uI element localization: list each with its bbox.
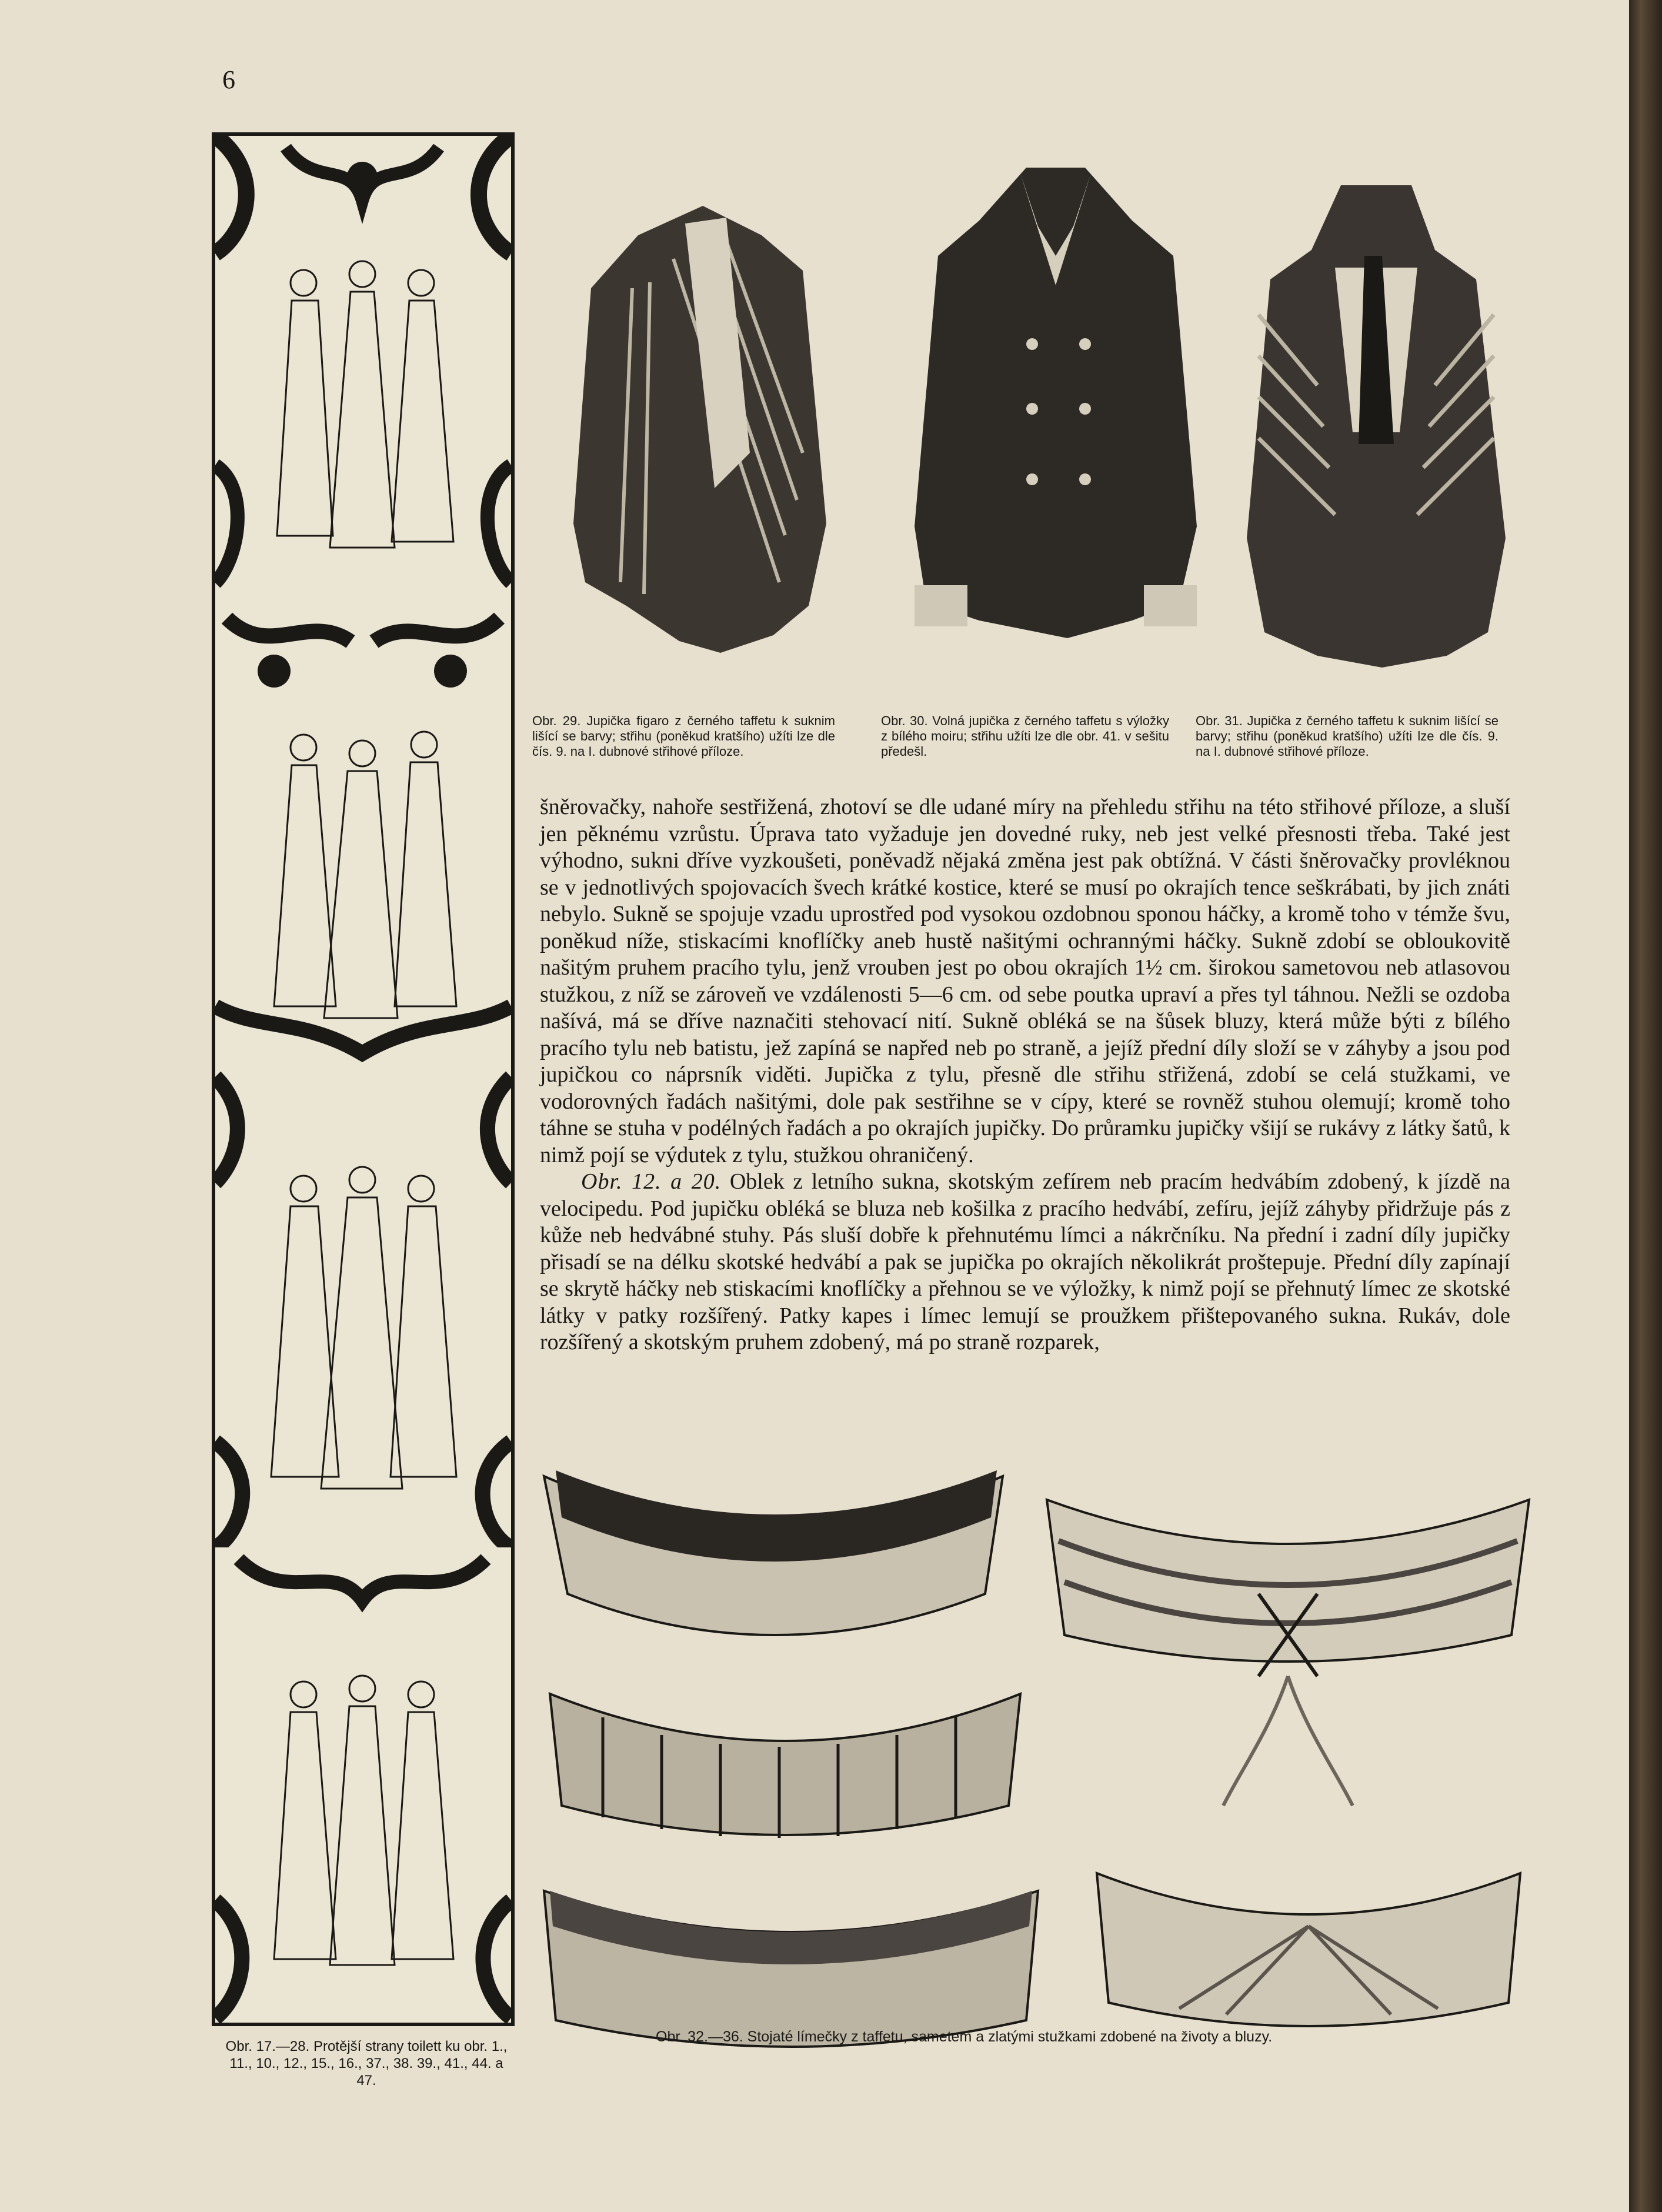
decorative-fashion-column — [212, 132, 515, 2026]
collar-figure-33 — [1035, 1476, 1541, 1823]
fashion-panel-3 — [215, 1065, 511, 1547]
collar-36-illustration — [1085, 1856, 1532, 2032]
fashion-panel-4 — [215, 1547, 511, 2023]
fashion-panel-1 — [215, 136, 511, 606]
three-women-illustration-3 — [215, 1065, 511, 1547]
fashion-panel-2 — [215, 606, 511, 1065]
collar-34-illustration — [538, 1670, 1032, 1841]
collar-figure-35 — [532, 1873, 1050, 2050]
caption-fig30: Obr. 30. Volná jupička z černého taffetu s výložky z bílého moiru; střihu užíti lze dle obr. 41. v sešitu předešl. — [881, 713, 1169, 759]
collar-32-illustration — [532, 1453, 1014, 1647]
three-women-illustration-4 — [215, 1547, 511, 2023]
page-number: 6 — [222, 65, 235, 94]
jacket-figure-31 — [1223, 162, 1529, 685]
paragraph-2-text: Oblek z letního sukna, skotským zefírem neb pracím hedvábím zdobený, k jízdě na velocipedu. Pod jupičku obléká se bluza neb košilka z pracího hedvábí, zefíru, jejíž záhyby přidržuje pás z kůže neb hedvábné stuhy. Pás sluší dobře k přehnutému límci a nákrčníku. Na přední i zadní díly jupičky přisadí se na délku skotské hedvábí a pak se jupička po okrajích několikrát proštepuje. Přední díly zapínají se skrytě háčky neb stiskacími knoflíčky a přehnou se ve výložky, k nimž pojí se přehnutý límec ze skotské látky v patky rozšířený. Patky kapes i límec lemují se proužkem přištepovaného sukna. Rukáv, dole rozšířený a skotským pruhem zdobený, má po straně rozparek, — [540, 1169, 1510, 1354]
caption-fig17-28: Obr. 17.—28. Protější strany toilett ku obr. 1., 11., 10., 12., 15., 16., 37., 38. 39., 41., 44. a 47. — [225, 2038, 508, 2088]
jacket-31-illustration — [1223, 162, 1529, 685]
three-women-illustration-1 — [215, 136, 511, 606]
jacket-29-illustration — [550, 171, 862, 688]
jacket-figure-29 — [550, 171, 862, 688]
collar-35-illustration — [532, 1873, 1050, 2050]
collar-33-illustration — [1035, 1476, 1541, 1823]
caption-fig29: Obr. 29. Jupička figaro z černého taffetu k suknim lišící se barvy; střihu (poněkud kratšího) užíti lze dle čís. 9. na I. dubnové střihové příloze. — [532, 713, 835, 759]
collar-figure-32 — [532, 1453, 1014, 1647]
caption-fig32-36: Obr. 32.—36. Stojaté límečky z taffetu, sametem a zlatými stužkami zdobené na životy a bluzy. — [656, 2028, 1273, 2045]
three-women-illustration-2 — [215, 606, 511, 1065]
jacket-30-illustration — [891, 150, 1220, 668]
book-spine-edge — [1629, 0, 1662, 2212]
article-body — [540, 794, 1510, 1356]
collar-figure-34 — [538, 1670, 1032, 1841]
paragraph-1: šněrovačky, nahoře sestřižená, zhotoví se dle udané míry na přehledu střihu na této střihové příloze, a sluší jen pěknému vzrůstu. Úprava tato vyžaduje jen dovedné ruky, neb jest velké přesnosti třeba. Také jest výhodno, sukni dříve vyzkoušeti, poněvadž nějaká změna jest pak obtížná. V části šněrovačky provléknou se v jednotlivých spojovacích švech krátké kostice, které se musí po okrajích tence seškrábati, by jich znáti nebylo. Sukně se spojuje vzadu uprostřed pod vysokou ozdobnou sponou háčky, a kromě toho v témže švu, poněkud níže, stiskacími knoflíčky aneb hustě našitými ochrannými háčky. Sukně zdobí se obloukovitě našitým pruhem pracího tylu, jenž vrouben jest po obou okrajích 1½ cm. širokou sametovou neb atlasovou stužkou, z níž se zároveň ve vzdálenosti 5—6 cm. od sebe poutka upraví a přes tyl táhnou. Nežli se ozdoba našívá, má se dříve naznačiti stehovací nití. Sukně obléká se na šůsek bluzy, která může býti z bílého pracího tylu neb batistu, jež zapíná se napřed neb po straně, a jejíž přední díly složí se v záhyby a jsou pod jupičkou co náprsník viděti. Jupička z tylu, přesně dle střihu střižená, zdobí se celá stužkami, ve vodorovných řadách našitými, dole pak sestřihne se v cípy, které se rovněž stuhou olemují; kromě toho táhne se stuha v podélných řadách a po okrajích jupičky. Do průramku jupičky všijí se rukávy z látky šatů, k nimž pojí se výdutek z tylu, stužkou ohraničený. — [540, 795, 1510, 1167]
jacket-figure-30 — [891, 150, 1220, 668]
collar-figure-36 — [1085, 1856, 1532, 2032]
paragraph-2 — [540, 1169, 1510, 1356]
caption-fig31: Obr. 31. Jupička z černého taffetu k suknim lišící se barvy; střihu (poněkud kratšího) užíti lze dle čís. 9. na I. dubnové střihové příloze. — [1196, 713, 1499, 759]
figure-reference: Obr. 12. a 20. — [581, 1169, 722, 1194]
